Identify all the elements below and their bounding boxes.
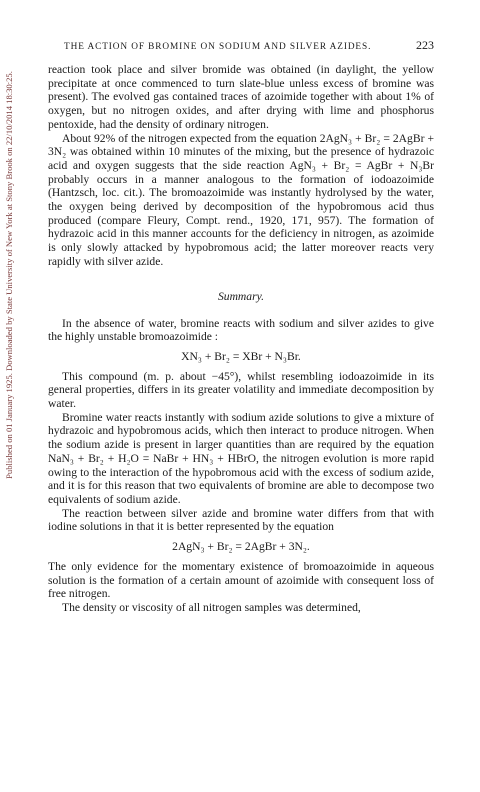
- running-title: THE ACTION OF BROMINE ON SODIUM AND SILVER AZIDES.: [64, 42, 372, 52]
- page-body: [48, 38, 434, 615]
- summary-heading: Summary.: [217, 289, 265, 303]
- paragraph-compound-properties: This compound (m. p. about −45°), whilst resembling iodoazoimide in its general properties, differs in its greater volatility and immediate decomposition by water.: [48, 369, 434, 411]
- running-header: [48, 38, 434, 53]
- paragraph-continuation: reaction took place and silver bromide was obtained (in daylight, the yellow precipitate at once commenced to turn slate-blue unless excess of bromine was present). The evolved gas contained traces of azoimide together with about 1% of oxygen, but no nitrogen oxides, and after drying with lime and phosphorus pentoxide, had the density of ordinary nitrogen.: [48, 63, 434, 131]
- paragraph-bromine-water: Bromine water reacts instantly with sodium azide solutions to give a mixture of hydrazoic and hypobromous acids, which then interact to produce nitrogen. When the sodium azide is present in larger quantities than are required by the equation NaN₃ + Br₂ + H₂O = NaBr + HN₃ + HBrO, the nitrogen evolution is more rapid owing to the interaction of the hypobromous acid with the excess of sodium azide, and it is for this reason that two equivalents of bromine are able to decompose two equivalents of sodium azide.: [48, 410, 434, 506]
- paragraph-evidence: The only evidence for the momentary existence of bromoazoimide in aqueous solution is the formation of a certain amount of azoimide with consequent loss of free nitrogen.: [48, 559, 434, 601]
- paragraph-silver-azide: The reaction between silver azide and bromine water differs from that with iodine solutions in that it is better represented by the equation: [48, 506, 434, 534]
- paragraph-summary-intro: In the absence of water, bromine reacts with sodium and silver azides to give the highly unstable bromoazoimide :: [48, 316, 434, 344]
- download-margin-note-text: Published on 01 January 1925. Downloaded by State University of New York at Stony Brook on 22/10/2014 18:30:25.: [4, 71, 15, 479]
- paragraph-density: The density or viscosity of all nitrogen samples was determined,: [62, 600, 361, 614]
- equation-silver-azide: 2AgN₃ + Br₂ = 2AgBr + 3N₂.: [172, 540, 310, 554]
- download-margin-note: [2, 20, 16, 530]
- page-number: 223: [416, 38, 434, 52]
- paragraph-nitrogen-yield: About 92% of the nitrogen expected from the equation 2AgN₃ + Br₂ = 2AgBr + 3N₂ was obtained within 10 minutes of the mixing, but the presence of hydrazoic acid and oxygen suggests that the side reaction AgN₃ + Br₂ = AgBr + N₃Br probably occurs in a manner analogous to the formation of iodoazoimide (Hantzsch, loc. cit.). The bromoazoimide was instantly hydrolysed by the water, the oxygen being derived by decomposition of the hypobromous acid thus produced (compare Fleury, Compt. rend., 1920, 171, 957). The formation of hydrazoic acid in this manner accounts for the deficiency in nitrogen, as azoimide is only slowly attacked by hypobromous acid; the latter moreover reacts very rapidly with silver azide.: [48, 131, 434, 268]
- equation-bromoazoimide: XN₃ + Br₂ = XBr + N₃Br.: [181, 349, 301, 363]
